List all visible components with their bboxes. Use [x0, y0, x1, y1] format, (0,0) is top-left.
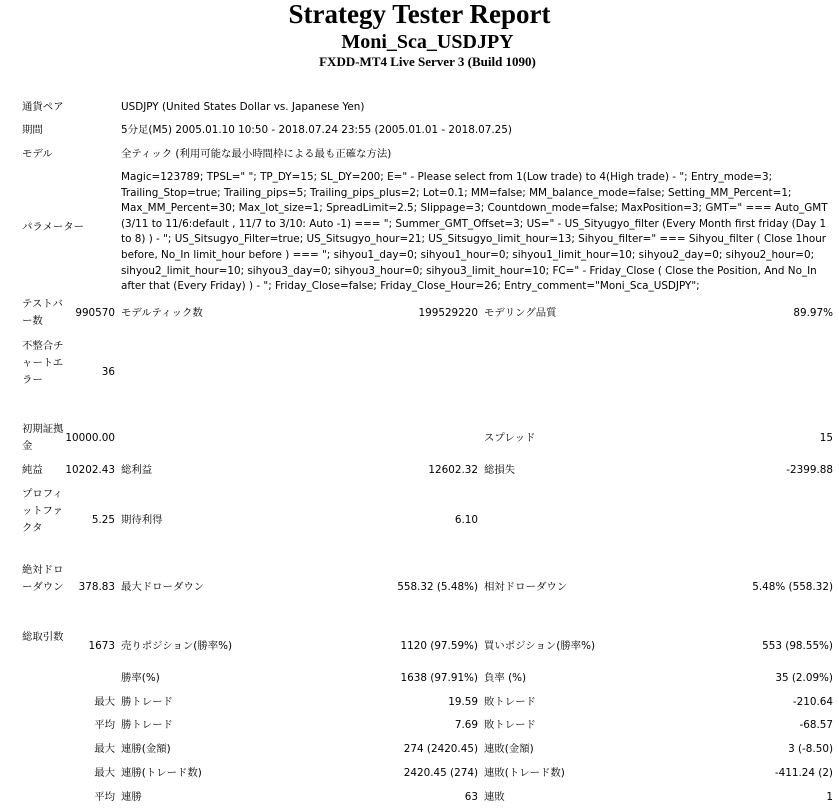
- quality-label: モデリング品質: [484, 307, 557, 319]
- trade-row-label: 連勝: [121, 791, 142, 803]
- trade-row-label: 連勝(トレード数): [121, 767, 202, 779]
- abs-drawdown-value: 378.83: [78, 581, 115, 593]
- gross-loss-label: 総損失: [484, 464, 516, 476]
- trade-row-label: 敗トレード: [484, 696, 536, 708]
- ea-name: Moni_Sca_USDJPY: [341, 31, 514, 53]
- trade-row-value: -411.24 (2): [774, 767, 833, 779]
- trade-row-prefix: 最大: [94, 696, 115, 708]
- mismatch-label: 不整合チャートエラー: [22, 340, 64, 386]
- bars-value: 990570: [75, 307, 115, 319]
- trade-row-label: 連勝(金額): [121, 743, 171, 755]
- ticks-value: 199529220: [418, 307, 478, 319]
- trade-row-prefix: 最大: [94, 743, 115, 755]
- total-trades-label: 総取引数: [22, 631, 64, 643]
- max-drawdown-value: 558.32 (5.48%): [397, 581, 478, 593]
- quality-value: 89.97%: [793, 307, 833, 319]
- params-label: パラメーター: [22, 221, 85, 233]
- period-value: 5分足(M5) 2005.01.10 10:50 - 2018.07.24 23:55 (2005.01.01 - 2018.07.25): [121, 124, 512, 136]
- trade-row-value: 19.59: [448, 696, 478, 708]
- trade-row-value: 63: [464, 791, 478, 803]
- expected-payoff-value: 6.10: [454, 514, 478, 526]
- expected-payoff-label: 期待利得: [121, 514, 163, 526]
- total-trades-value: 1673: [88, 640, 115, 652]
- pair-value: USDJPY (United States Dollar vs. Japanese Yen): [121, 101, 365, 113]
- spread-label: スプレッド: [484, 432, 536, 444]
- long-positions-label: 買いポジション(勝率%): [484, 640, 596, 652]
- deposit-value: 10000.00: [65, 432, 115, 444]
- report-title: Strategy Tester Report: [288, 0, 551, 29]
- trade-row-value: -210.64: [792, 696, 833, 708]
- trade-row-prefix: 平均: [94, 791, 115, 803]
- trade-row-value: 3 (-8.50): [788, 743, 833, 755]
- win-rate-label: 勝率(%): [121, 672, 160, 684]
- params-value: Magic=123789; TPSL=" "; TP_DY=15; SL_DY=200; E=" - Please select from 1(Low trade) to 4(High trade) - "; Entry_mode=3; Trailing_Stop=true; Trailing_pips=5; Trailing_pips_plus=2; Lot=0.1; MM=false; MM_balance_mode=false; Setting_MM_Percent=1; Max_MM_Percent=30; Max_lot_size=1; SpreadLimit=2.5; Slippage=3; Countdown_mode=false; MaxPosition=3; GMT=" === Auto_GMT (3/11 to 11/6:default , 11/7 to 3/10: Auto -1) === "; Summer_GMT_Offset=3; US=" - US_Sityugyo_filter (Every Month first friday (Day 1 to 8) ) - "; US_Sitsugyo_Filter=true; US_Sitsugyo_hour=21; US_Sitsugyo_limit_hour=13; Sihyou_filter=" === Sihyou_filter ( Close 1hour before, No_In limit_hour before ) === "; sihyou1_day=0; sihyou1_hour=0; sihyou1_limit_hour=10; sihyou2_day=0; sihyou2_hour=0; sihyou2_limit_hour=10; sihyou3_day=0; sihyou3_hour=0; sihyou3_limit_hour=10; FC=" - Friday_Close ( Close the Position, And No_In after that (Every Friday) ) - "; Friday_Close=false; Friday_Close_Hour=26; Entry_comment="Moni_Sca_USDJPY";: [121, 171, 828, 293]
- max-drawdown-label: 最大ドローダウン: [121, 581, 205, 593]
- trade-row-value: 1: [826, 791, 833, 803]
- win-rate-value: 1638 (97.91%): [400, 672, 478, 684]
- trade-row-label: 敗トレード: [484, 719, 536, 731]
- trade-row-prefix: 最大: [94, 767, 115, 779]
- long-positions-value: 553 (98.55%): [762, 640, 833, 652]
- pair-label: 通貨ペア: [22, 101, 64, 113]
- model-label: モデル: [22, 148, 53, 160]
- gross-profit-value: 12602.32: [428, 464, 478, 476]
- net-profit-label: 純益: [22, 464, 43, 476]
- trade-row-label: 勝トレード: [121, 696, 173, 708]
- loss-rate-value: 35 (2.09%): [775, 672, 833, 684]
- net-profit-value: 10202.43: [65, 464, 115, 476]
- trade-row-value: 7.69: [454, 719, 478, 731]
- trade-row-prefix: 平均: [94, 719, 115, 731]
- short-positions-label: 売りポジション(勝率%): [121, 640, 233, 652]
- abs-drawdown-label: 絶対ドローダウン: [22, 564, 64, 593]
- profit-factor-value: 5.25: [91, 514, 115, 526]
- trade-row-label: 勝トレード: [121, 719, 173, 731]
- rel-drawdown-label: 相対ドローダウン: [484, 581, 568, 593]
- rel-drawdown-value: 5.48% (558.32): [752, 581, 833, 593]
- gross-profit-label: 総利益: [121, 464, 153, 476]
- deposit-label: 初期証拠金: [22, 423, 64, 452]
- profit-factor-label: プロフィットファクタ: [22, 488, 64, 534]
- ticks-label: モデルティック数: [121, 307, 203, 319]
- bars-label: テストバー数: [22, 298, 63, 327]
- server-info: FXDD-MT4 Live Server 3 (Build 1090): [319, 54, 536, 69]
- mismatch-value: 36: [101, 366, 115, 378]
- trade-row-label: 連敗(トレード数): [484, 767, 565, 779]
- period-label: 期間: [22, 124, 43, 136]
- trade-row-label: 連敗(金額): [484, 743, 534, 755]
- gross-loss-value: -2399.88: [786, 464, 833, 476]
- loss-rate-label: 負率 (%): [484, 672, 527, 684]
- short-positions-value: 1120 (97.59%): [400, 640, 478, 652]
- trade-row-value: 274 (2420.45): [403, 743, 478, 755]
- trade-row-label: 連敗: [484, 791, 505, 803]
- trade-row-value: -68.57: [799, 719, 833, 731]
- spread-value: 15: [819, 432, 833, 444]
- model-value: 全ティック (利用可能な最小時間枠による最も正確な方法): [121, 148, 392, 160]
- trade-row-value: 2420.45 (274): [403, 767, 478, 779]
